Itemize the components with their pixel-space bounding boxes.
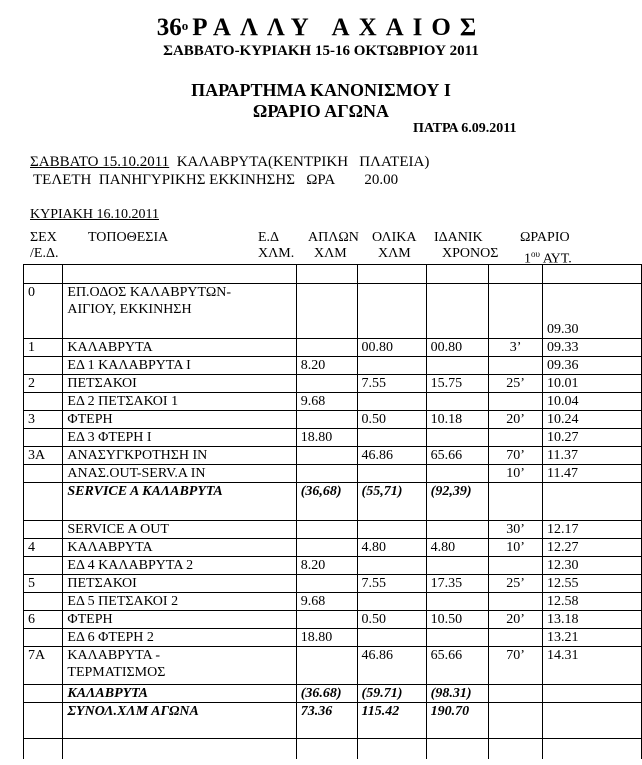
cell-ss-km: 8.20 <box>296 557 357 575</box>
col-header-total-km <box>372 230 416 262</box>
table-row <box>24 429 642 447</box>
cell-ss-km: 18.80 <box>296 429 357 447</box>
col-header-line: ΩΡΑΡΙΟ <box>520 230 570 245</box>
cell-sex <box>24 629 63 647</box>
cell-liaison-km <box>357 284 426 339</box>
cell-target-time <box>489 393 543 411</box>
cell-schedule: 11.37 <box>543 447 642 465</box>
cell-total-km <box>426 284 489 339</box>
table-row <box>24 411 642 429</box>
cell-place: ΕΔ 1 ΚΑΛΑΒΡΥΤΑ Ι <box>63 357 296 375</box>
cell-schedule: 12.17 <box>543 521 642 539</box>
cell-empty <box>63 739 296 759</box>
cell-total-km: 65.66 <box>426 447 489 465</box>
cell-sex: 2 <box>24 375 63 393</box>
cell-place: SERVICE A OUT <box>63 521 296 539</box>
cell-place: ΕΔ 3 ΦΤΕΡΗ Ι <box>63 429 296 447</box>
cell-liaison-km: (59.71) <box>357 685 426 703</box>
annex-title: ΠΑΡΑΡΤΗΜΑ ΚΑΝΟΝΙΣΜΟΥ Ι <box>191 80 451 100</box>
table-row <box>24 339 642 357</box>
cell-schedule: 10.04 <box>543 393 642 411</box>
col-header-ss-km <box>258 230 294 262</box>
col-header-line: Ε.Δ <box>258 230 280 245</box>
col-header-line: ΧΛΜ. <box>258 246 295 261</box>
table-row <box>24 629 642 647</box>
cell-total-km: 4.80 <box>426 539 489 557</box>
cell-sex <box>24 357 63 375</box>
cell-target-time: 3’ <box>489 339 543 357</box>
cell-schedule: 14.31 <box>543 647 642 685</box>
cell-total-km: (92,39) <box>426 483 489 521</box>
cell-liaison-km: 4.80 <box>357 539 426 557</box>
cell-total-km <box>426 465 489 483</box>
cell-sex: 3Α <box>24 447 63 465</box>
cell-sex <box>24 483 63 521</box>
cell-total-km: 190.70 <box>426 703 489 739</box>
ceremony-line: ΤΕΛΕΤΗ ΠΑΝΗΓΥΡΙΚΗΣ ΕΚΚΙΝΗΣΗΣ ΩΡΑ 20.00 <box>33 172 399 188</box>
table-row-empty <box>24 739 642 759</box>
cell-liaison-km: 46.86 <box>357 447 426 465</box>
cell-target-time <box>489 357 543 375</box>
cell-place: ΕΔ 6 ΦΤΕΡΗ 2 <box>63 629 296 647</box>
cell-total-km: 65.66 <box>426 647 489 685</box>
cell-schedule: 13.18 <box>543 611 642 629</box>
cell-empty <box>489 739 543 759</box>
cell-ss-km: 9.68 <box>296 593 357 611</box>
col-header-line: ΧΛΜ <box>378 246 411 261</box>
cell-sex <box>24 465 63 483</box>
schedule-table <box>23 264 642 759</box>
cell-liaison-km <box>357 265 426 284</box>
cell-liaison-km <box>357 357 426 375</box>
cell-ss-km <box>296 447 357 465</box>
cell-liaison-km: 7.55 <box>357 575 426 593</box>
cell-sex: 0 <box>24 284 63 339</box>
col-header-line: ΧΡΟΝΟΣ <box>442 246 499 261</box>
cell-place: ΕΔ 2 ΠΕΤΣΑΚΟΙ 1 <box>63 393 296 411</box>
cell-target-time <box>489 557 543 575</box>
cell-schedule: 10.27 <box>543 429 642 447</box>
cell-schedule: 12.30 <box>543 557 642 575</box>
cell-place: ΦΤΕΡΗ <box>63 411 296 429</box>
cell-total-km: 10.50 <box>426 611 489 629</box>
cell-ss-km <box>296 411 357 429</box>
cell-ss-km: (36.68) <box>296 685 357 703</box>
cell-liaison-km: 7.55 <box>357 375 426 393</box>
cell-total-km: 17.35 <box>426 575 489 593</box>
table-row <box>24 284 642 339</box>
cell-target-time <box>489 265 543 284</box>
table-row <box>24 539 642 557</box>
cell-liaison-km <box>357 465 426 483</box>
cell-sex <box>24 265 63 284</box>
cell-total-km <box>426 521 489 539</box>
table-row <box>24 375 642 393</box>
cell-liaison-km <box>357 593 426 611</box>
cell-target-time: 10’ <box>489 539 543 557</box>
cell-schedule: 12.27 <box>543 539 642 557</box>
cell-sex <box>24 703 63 739</box>
cell-ss-km: 73.36 <box>296 703 357 739</box>
cell-target-time: 30’ <box>489 521 543 539</box>
cell-place: ΦΤΕΡΗ <box>63 611 296 629</box>
table-row <box>24 447 642 465</box>
col-header-liaison-km <box>308 230 359 262</box>
col-header-line: ΣΕΧ <box>30 230 57 245</box>
cell-ss-km <box>296 575 357 593</box>
saturday-date: ΣΑΒΒΑΤΟ 15.10.2011 <box>30 154 170 170</box>
cell-place: ΚΑΛΑΒΡΥΤΑ <box>63 539 296 557</box>
cell-total-km <box>426 557 489 575</box>
cell-sex: 1 <box>24 339 63 357</box>
cell-total-km: (98.31) <box>426 685 489 703</box>
cell-place <box>63 265 296 284</box>
cell-empty <box>296 739 357 759</box>
cell-ss-km: (36,68) <box>296 483 357 521</box>
cell-liaison-km <box>357 629 426 647</box>
cell-schedule: 12.58 <box>543 593 642 611</box>
cell-schedule: 09.30 <box>543 284 642 339</box>
table-row <box>24 611 642 629</box>
col-header-sup: ου <box>531 249 540 259</box>
cell-schedule <box>543 703 642 739</box>
cell-target-time: 10’ <box>489 465 543 483</box>
cell-ss-km <box>296 265 357 284</box>
table-row <box>24 357 642 375</box>
cell-place: ΕΠ.ΟΔΟΣ ΚΑΛΑΒΡΥΤΩΝ- ΑΙΓΙΟΥ, ΕΚΚΙΝΗΣΗ <box>63 284 296 339</box>
cell-schedule <box>543 685 642 703</box>
cell-target-time <box>489 685 543 703</box>
cell-ss-km <box>296 465 357 483</box>
cell-schedule: 09.36 <box>543 357 642 375</box>
col-header-line: ΤΟΠΟΘΕΣΙΑ <box>88 230 169 245</box>
event-dates: ΣΑΒΒΑΤΟ-ΚΥΡΙΑΚΗ 15-16 ΟΚΤΩΒΡΙΟΥ 2011 <box>163 43 479 59</box>
cell-liaison-km <box>357 429 426 447</box>
annex-subtitle: ΩΡΑΡΙΟ ΑΓΩΝΑ <box>252 101 390 121</box>
cell-target-time <box>489 629 543 647</box>
cell-liaison-km <box>357 557 426 575</box>
cell-total-km <box>426 593 489 611</box>
table-row <box>24 593 642 611</box>
cell-total-km <box>426 429 489 447</box>
cell-target-time: 25’ <box>489 575 543 593</box>
saturday-location: ΚΑΛΑΒΡΥΤΑ(ΚΕΝΤΡΙΚΗ ΠΛΑΤΕΙΑ) <box>169 154 430 170</box>
cell-ss-km: 8.20 <box>296 357 357 375</box>
cell-sex: 3 <box>24 411 63 429</box>
cell-place: ΠΕΤΣΑΚΟΙ <box>63 575 296 593</box>
cell-schedule: 12.55 <box>543 575 642 593</box>
cell-ss-km <box>296 611 357 629</box>
col-header-line: ΧΛΜ <box>314 246 347 261</box>
cell-sex: 6 <box>24 611 63 629</box>
cell-liaison-km <box>357 521 426 539</box>
cell-total-km: 10.18 <box>426 411 489 429</box>
cell-sex: 4 <box>24 539 63 557</box>
cell-ss-km <box>296 647 357 685</box>
cell-total-km <box>426 393 489 411</box>
cell-schedule: 11.47 <box>543 465 642 483</box>
table-row <box>24 393 642 411</box>
cell-target-time <box>489 703 543 739</box>
cell-place: ΠΕΤΣΑΚΟΙ <box>63 375 296 393</box>
cell-empty <box>357 739 426 759</box>
col-header-line: ΑΠΛΩΝ <box>308 230 359 245</box>
cell-sex <box>24 521 63 539</box>
cell-empty <box>543 739 642 759</box>
cell-sex <box>24 429 63 447</box>
cell-liaison-km: 00.80 <box>357 339 426 357</box>
title-ordinal: ο <box>181 18 189 33</box>
cell-target-time: 70’ <box>489 647 543 685</box>
cell-liaison-km: 0.50 <box>357 411 426 429</box>
cell-schedule <box>543 483 642 521</box>
cell-place: ΕΔ 4 ΚΑΛΑΒΡΥΤΑ 2 <box>63 557 296 575</box>
title-text: ΡΑΛΛΥ ΑΧΑΙΟΣ <box>192 14 486 41</box>
table-row-service <box>24 483 642 521</box>
cell-place: ΑΝΑΣ.OUT-SERV.A IN <box>63 465 296 483</box>
col-header-line: /Ε.Δ. <box>30 246 59 261</box>
cell-total-km: 00.80 <box>426 339 489 357</box>
col-header-text: ΑΥΤ. <box>539 251 572 267</box>
cell-ss-km <box>296 375 357 393</box>
cell-empty <box>24 739 63 759</box>
cell-ss-km <box>296 521 357 539</box>
cell-schedule: 09.33 <box>543 339 642 357</box>
table-row <box>24 647 642 685</box>
cell-empty <box>426 739 489 759</box>
table-row <box>24 575 642 593</box>
cell-ss-km <box>296 284 357 339</box>
cell-target-time: 70’ <box>489 447 543 465</box>
cell-liaison-km: (55,71) <box>357 483 426 521</box>
cell-target-time <box>489 483 543 521</box>
cell-total-km <box>426 265 489 284</box>
cell-schedule: 10.24 <box>543 411 642 429</box>
cell-liaison-km: 46.86 <box>357 647 426 685</box>
rally-title <box>0 14 642 42</box>
col-header-num: 1 <box>524 251 531 267</box>
cell-total-km: 15.75 <box>426 375 489 393</box>
cell-place: ΑΝΑΣΥΓΚΡΟΤΗΣΗ ΙΝ <box>63 447 296 465</box>
cell-place: ΚΑΛΑΒΡΥΤΑ <box>63 685 296 703</box>
cell-place: SERVICE A ΚΑΛΑΒΡΥΤΑ <box>63 483 296 521</box>
saturday-line <box>30 154 429 171</box>
cell-ss-km: 18.80 <box>296 629 357 647</box>
table-row <box>24 557 642 575</box>
cell-place: ΣΥΝΟΛ.ΧΛΜ ΑΓΩΝΑ <box>63 703 296 739</box>
sunday-date: ΚΥΡΙΑΚΗ 16.10.2011 <box>30 207 159 222</box>
title-number: 36 <box>156 14 182 41</box>
cell-ss-km <box>296 539 357 557</box>
cell-ss-km <box>296 339 357 357</box>
cell-place: ΚΑΛΑΒΡΥΤΑ <box>63 339 296 357</box>
col-header-target-time <box>434 230 498 262</box>
cell-target-time: 20’ <box>489 411 543 429</box>
cell-ss-km: 9.68 <box>296 393 357 411</box>
cell-schedule <box>543 265 642 284</box>
cell-sex <box>24 685 63 703</box>
cell-sex <box>24 393 63 411</box>
cell-liaison-km: 115.42 <box>357 703 426 739</box>
cell-target-time <box>489 593 543 611</box>
cell-target-time <box>489 429 543 447</box>
cell-schedule: 13.21 <box>543 629 642 647</box>
cell-sex <box>24 557 63 575</box>
col-header-line: ΙΔΑΝΙΚ <box>434 230 483 245</box>
table-row <box>24 521 642 539</box>
table-row <box>24 265 642 284</box>
col-header-sex <box>30 230 58 262</box>
cell-target-time: 25’ <box>489 375 543 393</box>
col-header-line: ΟΛΙΚΑ <box>372 230 417 245</box>
col-header-schedule <box>520 230 572 268</box>
cell-sex: 7Α <box>24 647 63 685</box>
cell-liaison-km: 0.50 <box>357 611 426 629</box>
cell-sex: 5 <box>24 575 63 593</box>
col-header-location <box>88 230 168 246</box>
cell-total-km <box>426 629 489 647</box>
cell-schedule: 10.01 <box>543 375 642 393</box>
cell-place: ΚΑΛΑΒΡΥΤΑ - ΤΕΡΜΑΤΙΣΜΟΣ <box>63 647 296 685</box>
cell-place: ΕΔ 5 ΠΕΤΣΑΚΟΙ 2 <box>63 593 296 611</box>
cell-target-time: 20’ <box>489 611 543 629</box>
table-row-subtotal <box>24 685 642 703</box>
table-row-total <box>24 703 642 739</box>
place-date: ΠΑΤΡΑ 6.09.2011 <box>413 121 517 136</box>
cell-sex <box>24 593 63 611</box>
table-row <box>24 465 642 483</box>
cell-total-km <box>426 357 489 375</box>
cell-liaison-km <box>357 393 426 411</box>
cell-target-time <box>489 284 543 339</box>
